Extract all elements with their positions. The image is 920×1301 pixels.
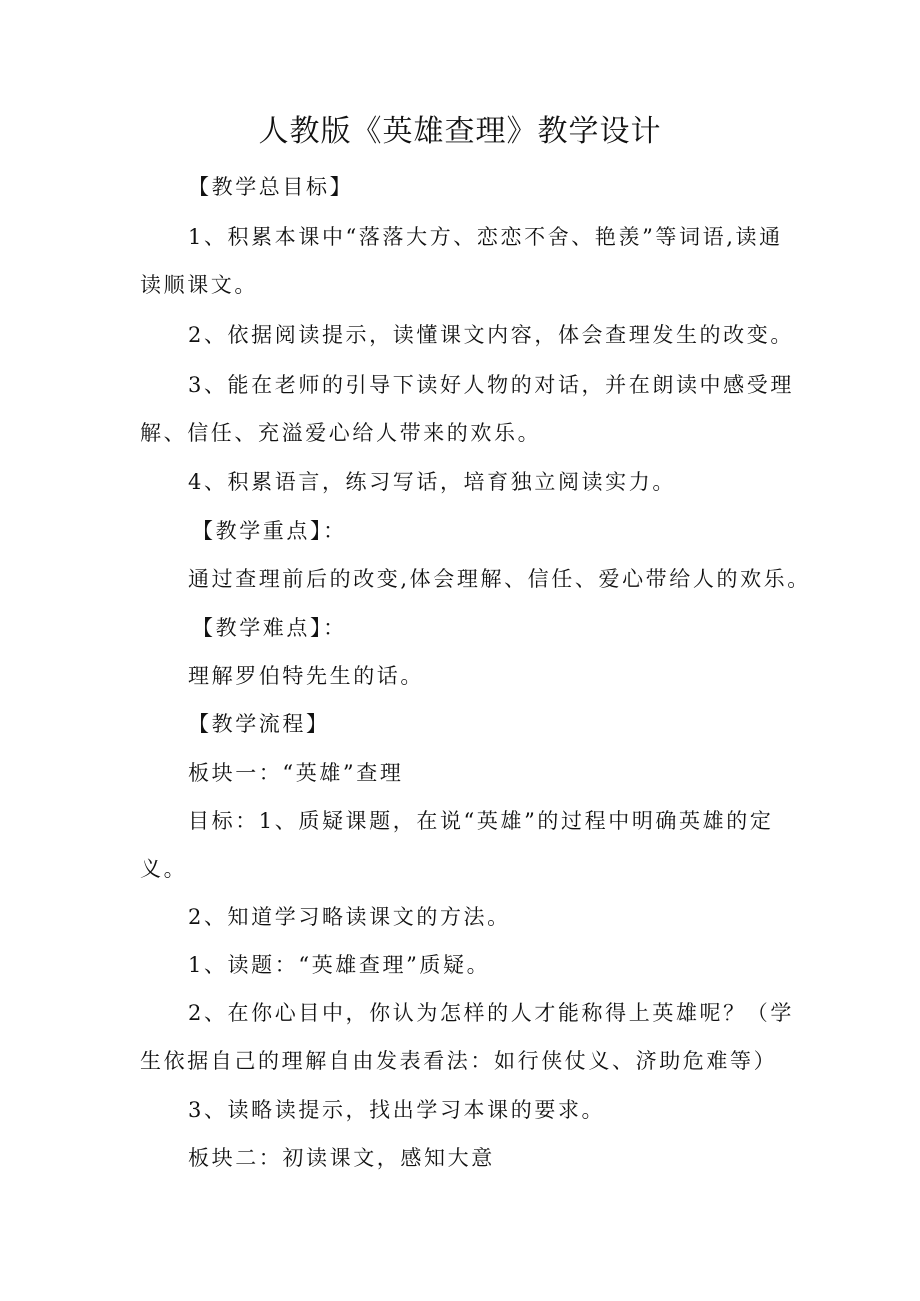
difficulties-text: 理解罗伯特先生的话。 bbox=[188, 664, 424, 688]
block-1-step-1: 1、读题：“英雄查理”质疑。 bbox=[188, 953, 491, 977]
block-1-title: 板块一：“英雄”查理 bbox=[188, 761, 404, 785]
block-1-step-2-line-1: 2、在你心目中，你认为怎样的人才能称得上英雄呢？（学 bbox=[188, 1001, 794, 1025]
block-1-goal-2: 2、知道学习略读课文的方法。 bbox=[188, 905, 511, 929]
block-1-goal-line-2: 义。 bbox=[140, 857, 188, 881]
section-heading-process: 【教学流程】 bbox=[188, 712, 330, 736]
goal-3-line-2: 解、信任、充溢爱心给人带来的欢乐。 bbox=[140, 421, 542, 445]
section-heading-key-points: 【教学重点】： bbox=[192, 519, 347, 543]
block-1-step-2-line-2: 生依据自己的理解自由发表看法：如行侠仗义、济助危难等） bbox=[140, 1049, 778, 1073]
goal-3-line-1: 3、能在老师的引导下读好人物的对话，并在朗读中感受理 bbox=[188, 373, 794, 397]
section-heading-difficulties: 【教学难点】： bbox=[192, 616, 347, 640]
goal-4: 4、积累语言，练习写话，培育独立阅读实力。 bbox=[188, 470, 676, 494]
document-title: 人教版《英雄查理》教学设计 bbox=[258, 114, 662, 149]
goal-2: 2、依据阅读提示，读懂课文内容，体会查理发生的改变。 bbox=[188, 323, 794, 347]
block-2-title: 板块二：初读课文，感知大意 bbox=[188, 1146, 495, 1170]
goal-1-line-2: 读顺课文。 bbox=[140, 273, 258, 297]
block-1-goal-line-1: 目标：1、质疑课题，在说“英雄”的过程中明确英雄的定 bbox=[188, 809, 774, 833]
key-points-text: 通过查理前后的改变,体会理解、信任、爱心带给人的欢乐。 bbox=[188, 567, 811, 591]
block-1-step-3: 3、读略读提示，找出学习本课的要求。 bbox=[188, 1098, 606, 1122]
goal-1-line-1: 1、积累本课中“落落大方、恋恋不舍、艳羡”等词语,读通 bbox=[188, 225, 783, 249]
section-heading-goals: 【教学总目标】 bbox=[188, 175, 354, 199]
